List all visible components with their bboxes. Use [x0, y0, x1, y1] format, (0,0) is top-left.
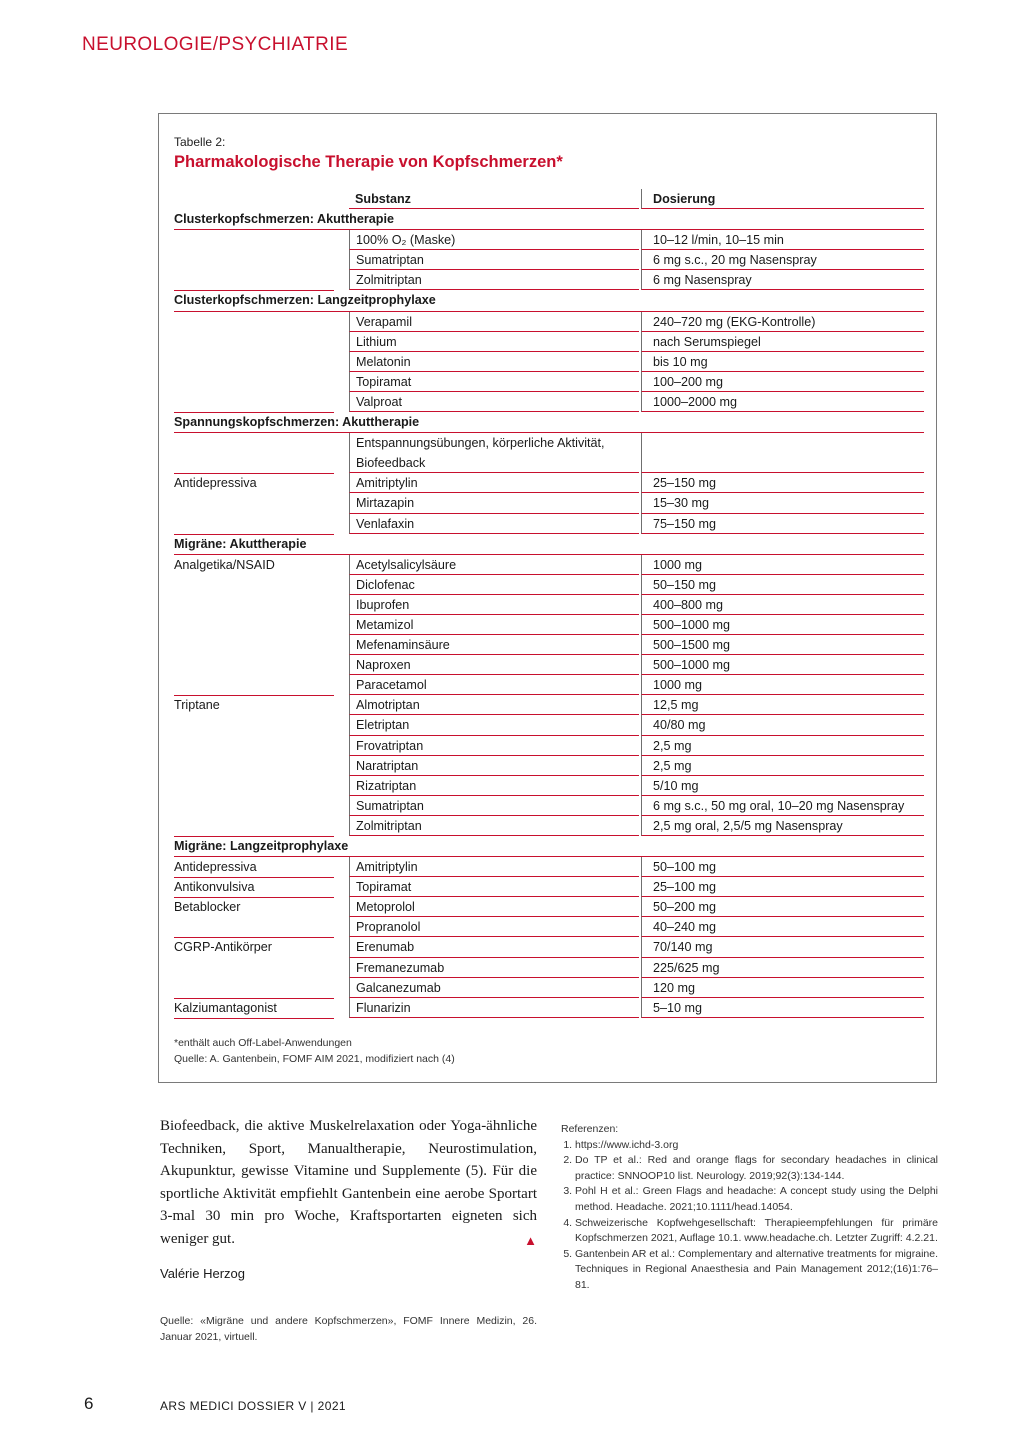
group-cell: Antikonvulsiva	[174, 877, 334, 898]
table-row	[174, 514, 924, 534]
substance-cell: Sumatriptan	[349, 796, 639, 816]
table-row	[174, 493, 924, 513]
substance-cell: Rizatriptan	[349, 776, 639, 796]
substance-cell: Amitriptylin	[349, 473, 639, 493]
table-footnote: *enthält auch Off-Label-Anwendungen	[174, 1037, 352, 1049]
table-row	[174, 352, 924, 372]
substance-cell: Propranolol	[349, 917, 639, 937]
header-cell-dosage: Dosierung	[641, 189, 924, 209]
table-row	[174, 575, 924, 595]
dosage-cell: 2,5 mg	[641, 756, 924, 776]
group-cell	[174, 958, 334, 978]
article-source: Quelle: «Migräne und andere Kopfschmerzen», FOMF Innere Medizin, 26. Januar 2021, virtuell.	[160, 1315, 537, 1343]
table-row	[174, 695, 924, 715]
dosage-cell: 500–1500 mg	[641, 635, 924, 655]
group-cell	[174, 270, 334, 291]
table-footnotes	[174, 1035, 455, 1067]
table-row	[174, 595, 924, 615]
dosage-cell: 120 mg	[641, 978, 924, 998]
substance-cell: Fremanezumab	[349, 958, 639, 978]
group-cell: Kalziumantagonist	[174, 998, 334, 1019]
group-cell: Analgetika/NSAID	[174, 557, 275, 572]
table-row	[174, 998, 924, 1018]
table-row	[174, 715, 924, 735]
substance-cell: Metamizol	[349, 615, 639, 635]
table-category-row	[174, 412, 924, 433]
dosage-cell: 1000 mg	[641, 675, 924, 695]
table-row	[174, 473, 924, 493]
table-title: Pharmakologische Therapie von Kopfschmerzen*	[174, 153, 563, 171]
dosage-cell: 75–150 mg	[641, 514, 924, 534]
table-row	[174, 615, 924, 635]
group-cell	[174, 433, 334, 474]
substance-cell: Mefenaminsäure	[349, 635, 639, 655]
dosage-cell: 240–720 mg (EKG-Kontrolle)	[641, 312, 924, 332]
group-cell: Antidepressiva	[174, 857, 334, 878]
group-cell: Antidepressiva	[174, 476, 257, 491]
group-cell	[174, 575, 334, 595]
table-row	[174, 796, 924, 816]
dosage-cell: 50–100 mg	[641, 857, 924, 877]
substance-cell: Galcanezumab	[349, 978, 639, 998]
substance-cell: Sumatriptan	[349, 250, 639, 270]
group-cell: Betablocker	[174, 900, 241, 915]
substance-cell: Eletriptan	[349, 715, 639, 735]
substance-cell: Amitriptylin	[349, 857, 639, 877]
group-cell	[174, 372, 334, 392]
dosage-cell: 70/140 mg	[641, 937, 924, 957]
table-row	[174, 372, 924, 392]
dosage-cell: 2,5 mg	[641, 736, 924, 756]
dosage-cell: 25–150 mg	[641, 473, 924, 493]
table-category-row	[174, 836, 924, 857]
substance-cell: Frovatriptan	[349, 736, 639, 756]
dosage-cell: 5–10 mg	[641, 998, 924, 1018]
dosage-cell: 40/80 mg	[641, 715, 924, 735]
group-cell: Triptane	[174, 698, 220, 713]
table-row	[174, 675, 924, 695]
substance-cell: Topiramat	[349, 877, 639, 897]
dosage-cell: 10–12 l/min, 10–15 min	[641, 230, 924, 250]
dosage-cell: nach Serumspiegel	[641, 332, 924, 352]
group-cell	[174, 978, 334, 999]
substance-cell: Paracetamol	[349, 675, 639, 695]
table-row	[174, 877, 924, 897]
substance-cell: Acetylsalicylsäure	[349, 555, 639, 575]
dosage-cell: 500–1000 mg	[641, 615, 924, 635]
table-category-row	[174, 209, 924, 230]
substance-cell: Verapamil	[349, 312, 639, 332]
group-cell	[174, 332, 334, 352]
group-cell	[174, 250, 334, 270]
end-triangle-icon: ▲	[524, 1232, 537, 1248]
section-heading: NEUROLOGIE/PSYCHIATRIE	[82, 34, 349, 55]
table-row	[174, 433, 924, 473]
header-cell-group	[174, 189, 334, 209]
table-row	[174, 392, 924, 412]
category-label: Migräne: Akuttherapie	[174, 536, 307, 551]
dosage-cell: 500–1000 mg	[641, 655, 924, 675]
substance-cell: Naproxen	[349, 655, 639, 675]
dosage-cell: 12,5 mg	[641, 695, 924, 715]
table-row	[174, 776, 924, 796]
dosage-cell	[641, 433, 924, 473]
group-cell	[174, 635, 334, 655]
substance-cell: Valproat	[349, 392, 639, 412]
table-row	[174, 655, 924, 675]
group-cell	[174, 493, 334, 513]
group-cell	[174, 230, 334, 250]
dosage-cell: 50–150 mg	[641, 575, 924, 595]
dosage-cell: 100–200 mg	[641, 372, 924, 392]
header-cell-substance: Substanz	[349, 189, 639, 209]
table-category-row	[174, 290, 924, 311]
therapy-table	[174, 189, 924, 1018]
table-row	[174, 917, 924, 937]
dosage-cell: 225/625 mg	[641, 958, 924, 978]
table-row	[174, 736, 924, 756]
dosage-cell: 2,5 mg oral, 2,5/5 mg Nasenspray	[641, 816, 924, 836]
group-cell	[174, 715, 334, 735]
group-cell	[174, 352, 334, 372]
substance-cell: Entspannungsübungen, körperliche Aktivität, Biofeedback	[349, 433, 639, 473]
substance-cell: Mirtazapin	[349, 493, 639, 513]
substance-cell: Venlafaxin	[349, 514, 639, 534]
group-cell	[174, 816, 334, 837]
group-cell	[174, 595, 334, 615]
publication-footer: ARS MEDICI DOSSIER V | 2021	[160, 1399, 346, 1413]
dosage-cell: bis 10 mg	[641, 352, 924, 372]
references-heading: Referenzen:	[561, 1123, 619, 1135]
category-label: Spannungskopfschmerzen: Akuttherapie	[174, 415, 420, 430]
table-row	[174, 270, 924, 290]
group-cell	[174, 615, 334, 635]
substance-cell: Zolmitriptan	[349, 816, 639, 836]
table-row	[174, 897, 924, 917]
substance-cell: Lithium	[349, 332, 639, 352]
table-row	[174, 978, 924, 998]
dosage-cell: 400–800 mg	[641, 595, 924, 615]
reference-item: 3. Pohl H et al.: Green Flags and headache: A concept study using the Delphi method. Headache. 2021;10.1111/head.14054.	[575, 1184, 938, 1215]
table-caption: Tabelle 2:	[174, 135, 226, 149]
substance-cell: Melatonin	[349, 352, 639, 372]
group-cell	[174, 776, 334, 796]
table-row	[174, 937, 924, 957]
category-label: Clusterkopfschmerzen: Akuttherapie	[174, 212, 394, 227]
group-cell	[174, 655, 334, 675]
substance-cell: Topiramat	[349, 372, 639, 392]
substance-cell: 100% O₂ (Maske)	[349, 230, 639, 250]
table-row	[174, 250, 924, 270]
author-name: Valérie Herzog	[160, 1266, 246, 1281]
dosage-cell: 6 mg Nasenspray	[641, 270, 924, 290]
group-cell	[174, 514, 334, 535]
table-row	[174, 230, 924, 250]
body-paragraph-text: Biofeedback, die aktive Muskelrelaxation oder Yoga-ähnliche Techniken, Sport, Manualtherapie, Neurostimulation, Akupunktur, gewisse Vitamine und Supplemente (5). Für die sportliche Aktivität empfiehlt Gantenbein eine aerobe Sportart 3-mal 30 min pro Woche, Kraftsportarten eigneten sich weniger gut.	[160, 1118, 537, 1247]
therapy-table-box	[158, 113, 937, 1083]
reference-item: 1. https://www.ichd-3.org	[575, 1138, 938, 1154]
table-row	[174, 312, 924, 332]
group-cell	[174, 392, 334, 413]
reference-item: 2. Do TP et al.: Red and orange flags for secondary headaches in clinical practice: SNNOOP10 list. Neurology. 2019;92(3):134-144.	[575, 1153, 938, 1184]
table-header-row	[174, 189, 924, 209]
substance-cell: Erenumab	[349, 937, 639, 957]
table-row	[174, 958, 924, 978]
group-cell	[174, 756, 334, 776]
dosage-cell: 6 mg s.c., 20 mg Nasenspray	[641, 250, 924, 270]
references-list	[561, 1138, 938, 1294]
group-cell	[174, 736, 334, 756]
group-cell	[174, 796, 334, 816]
body-paragraph	[160, 1115, 537, 1253]
group-cell	[174, 917, 334, 938]
table-row	[174, 756, 924, 776]
group-cell: CGRP-Antikörper	[174, 940, 272, 955]
substance-cell: Metoprolol	[349, 897, 639, 917]
table-category-row	[174, 534, 924, 555]
category-label: Clusterkopfschmerzen: Langzeitprophylaxe	[174, 293, 436, 308]
dosage-cell: 40–240 mg	[641, 917, 924, 937]
table-row	[174, 857, 924, 877]
substance-cell: Ibuprofen	[349, 595, 639, 615]
reference-item: 4. Schweizerische Kopfwehgesellschaft: Therapieempfehlungen für primäre Kopfschmerzen 2021, Auflage 10.1. www.headache.ch. Letzter Zugriff: 4.2.21.	[575, 1216, 938, 1247]
table-source: Quelle: A. Gantenbein, FOMF AIM 2021, modifiziert nach (4)	[174, 1053, 455, 1065]
table-row	[174, 555, 924, 575]
substance-cell: Almotriptan	[349, 695, 639, 715]
category-label: Migräne: Langzeitprophylaxe	[174, 839, 349, 853]
table-row	[174, 332, 924, 352]
dosage-cell: 1000 mg	[641, 555, 924, 575]
references	[561, 1122, 938, 1294]
group-cell	[174, 312, 334, 332]
table-row	[174, 816, 924, 836]
page-number: 6	[84, 1394, 94, 1413]
dosage-cell: 15–30 mg	[641, 493, 924, 513]
dosage-cell: 25–100 mg	[641, 877, 924, 897]
substance-cell: Diclofenac	[349, 575, 639, 595]
dosage-cell: 1000–2000 mg	[641, 392, 924, 412]
substance-cell: Zolmitriptan	[349, 270, 639, 290]
table-row	[174, 635, 924, 655]
dosage-cell: 6 mg s.c., 50 mg oral, 10–20 mg Nasenspray	[641, 796, 924, 816]
reference-item: 5. Gantenbein AR et al.: Complementary and alternative treatments for migraine. Techniques in Regional Anaesthesia and Pain Management 2012;(16)1:76–81.	[575, 1247, 938, 1294]
substance-cell: Flunarizin	[349, 998, 639, 1018]
dosage-cell: 50–200 mg	[641, 897, 924, 917]
substance-cell: Naratriptan	[349, 756, 639, 776]
group-cell	[174, 675, 334, 696]
dosage-cell: 5/10 mg	[641, 776, 924, 796]
